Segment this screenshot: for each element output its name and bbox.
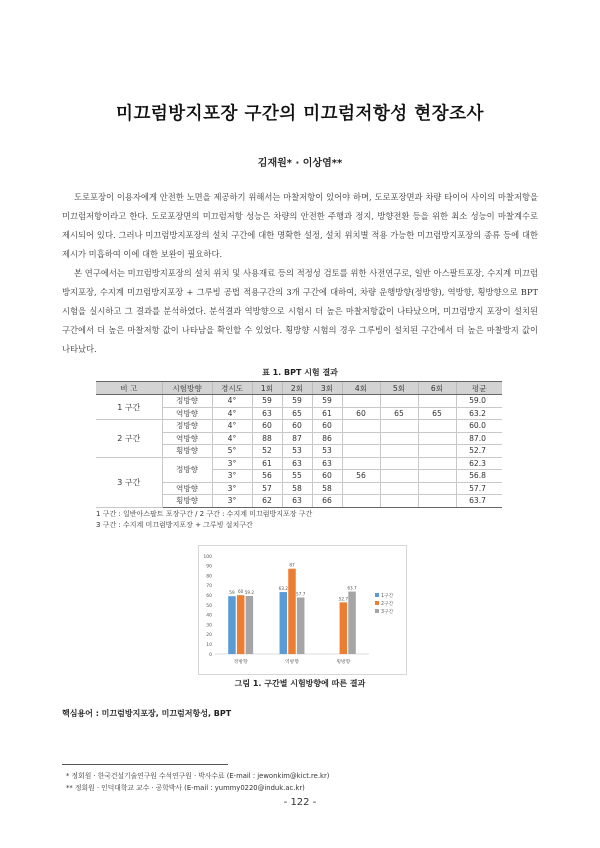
value-cell: [342, 420, 380, 433]
y-tick-label: 40: [206, 613, 212, 619]
average-cell: 60.0: [456, 420, 502, 433]
bar-1구간-정방향: [228, 596, 236, 654]
value-cell: 56: [342, 470, 380, 483]
value-cell: [342, 395, 380, 408]
value-cell: 61: [312, 407, 342, 420]
direction-cell: 정방향: [162, 395, 212, 408]
value-cell: 59: [282, 395, 312, 408]
value-cell: [380, 420, 418, 433]
table-row: [96, 395, 502, 408]
average-cell: 57.7: [456, 482, 502, 495]
value-cell: 52: [252, 445, 282, 458]
direction-cell: 정방향: [162, 457, 212, 482]
section-cell: 1 구간: [96, 395, 162, 420]
table-header-cell: 5회: [380, 382, 418, 395]
value-cell: 65: [418, 407, 456, 420]
direction-cell: 역방향: [162, 482, 212, 495]
average-cell: 63.7: [456, 495, 502, 508]
footnote-rule: [62, 764, 228, 765]
value-cell: 63: [282, 457, 312, 470]
slope-cell: 4°: [212, 407, 252, 420]
y-tick-label: 10: [206, 643, 212, 648]
value-cell: [380, 470, 418, 483]
bar-3구간-횡방향: [348, 592, 356, 654]
page-number: - 122 -: [283, 797, 317, 808]
value-cell: [418, 470, 456, 483]
value-cell: [418, 445, 456, 458]
table-header-cell: 1회: [252, 382, 282, 395]
value-cell: 87: [282, 432, 312, 445]
value-cell: [380, 482, 418, 495]
value-cell: 60: [312, 470, 342, 483]
table-header-cell: 6회: [418, 382, 456, 395]
bar-3구간-역방향: [297, 597, 305, 654]
table-header-cell: 비 고: [96, 382, 162, 395]
value-cell: 63: [282, 495, 312, 508]
bar-2구간-정방향: [237, 595, 245, 654]
table-notes: [96, 509, 312, 531]
y-tick-label: 60: [206, 594, 212, 599]
value-cell: 59: [312, 395, 342, 408]
value-cell: [342, 495, 380, 508]
value-cell: 63: [252, 407, 282, 420]
x-tick-label: 역방향: [285, 660, 299, 665]
value-cell: 55: [282, 470, 312, 483]
bpt-results-table: [96, 381, 502, 508]
value-cell: 58: [312, 482, 342, 495]
average-cell: 52.7: [456, 445, 502, 458]
section-cell: 3 구간: [96, 457, 162, 507]
footnotes: [66, 770, 329, 794]
table-row: [96, 420, 502, 433]
table-header-cell: 2회: [282, 382, 312, 395]
legend-swatch-1구간: [375, 593, 379, 597]
value-cell: 60: [252, 420, 282, 433]
value-cell: [380, 395, 418, 408]
legend-label: 3구간: [381, 609, 394, 615]
value-cell: 59: [252, 395, 282, 408]
data-label: 59.2: [244, 589, 255, 595]
direction-cell: 역방향: [162, 407, 212, 420]
legend-label: 2구간: [381, 601, 394, 607]
y-tick-label: 30: [206, 623, 212, 629]
value-cell: 60: [312, 420, 342, 433]
slope-cell: 3°: [212, 457, 252, 470]
bpt-bar-chart: [198, 545, 407, 675]
slope-cell: 4°: [212, 395, 252, 408]
bar-chart-svg: [199, 546, 406, 674]
value-cell: [418, 420, 456, 433]
slope-cell: 4°: [212, 432, 252, 445]
slope-cell: 3°: [212, 482, 252, 495]
footnote-1: * 정회원 · 한국건설기술연구원 수석연구원 · 박사수료 (E-mail : jewonkim@kict.re.kr): [66, 772, 330, 780]
value-cell: [418, 432, 456, 445]
average-cell: 62.3: [456, 457, 502, 470]
table-header-cell: 4회: [342, 382, 380, 395]
value-cell: 61: [252, 457, 282, 470]
average-cell: 63.2: [456, 407, 502, 420]
value-cell: [342, 457, 380, 470]
value-cell: 63: [312, 457, 342, 470]
table-header-cell: 3회: [312, 382, 342, 395]
value-cell: 57: [252, 482, 282, 495]
average-cell: 56.8: [456, 470, 502, 483]
slope-cell: 5°: [212, 445, 252, 458]
data-label: 63.7: [347, 585, 357, 591]
value-cell: [380, 445, 418, 458]
y-tick-label: 0: [209, 652, 212, 658]
x-tick-label: 횡방향: [336, 660, 351, 665]
table-note-1: 1 구간 : 일반아스팔트 포장구간 / 2 구간 : 수지계 미끄럼방지포장 구간: [96, 510, 313, 518]
value-cell: 65: [282, 407, 312, 420]
data-label: 87: [289, 562, 295, 568]
value-cell: [418, 495, 456, 508]
slope-cell: 3°: [212, 470, 252, 483]
data-label: 57.7: [296, 591, 306, 597]
average-cell: 87.0: [456, 432, 502, 445]
value-cell: [418, 457, 456, 470]
y-tick-label: 100: [203, 554, 212, 560]
abstract-paragraph-1: 도로포장이 이용자에게 안전한 노면을 제공하기 위해서는 마찰저항이 있어야 하며, 도로포장면과 차량 타이어 사이의 마찰저항을 미끄럼저항이라고 한다. 도로포장면의 미끄럼저항 성능은 차량의 안전한 주행과 정지, 방향전환 등을 위한 최소 성능이 마찰계수로 제시되어 있다. 그러나 미끄럼방지포장의 설치 구간에 대한 명확한 설정, 설치 위치별 적용 가능한 미끄럼방지포장의 종류 등에 대한 제시가 미흡하여 이에 대한 보완이 필요하다.: [62, 192, 538, 259]
value-cell: [380, 432, 418, 445]
bar-2구간-횡방향: [340, 602, 348, 654]
direction-cell: 정방향: [162, 420, 212, 433]
value-cell: 53: [312, 445, 342, 458]
value-cell: 56: [252, 470, 282, 483]
value-cell: 88: [252, 432, 282, 445]
bar-3구간-정방향: [246, 596, 254, 654]
table-row: [96, 457, 502, 470]
x-tick-label: 정방향: [233, 660, 248, 665]
table-header-cell: 경시도: [212, 382, 252, 395]
direction-cell: 횡방향: [162, 445, 212, 458]
value-cell: [380, 495, 418, 508]
slope-cell: 4°: [212, 420, 252, 433]
legend-swatch-3구간: [375, 609, 379, 613]
value-cell: 60: [282, 420, 312, 433]
legend-label: 1구간: [381, 593, 394, 599]
value-cell: 65: [380, 407, 418, 420]
value-cell: [418, 395, 456, 408]
abstract: [62, 188, 538, 359]
direction-cell: 역방향: [162, 432, 212, 445]
table-header-cell: 시험방향: [162, 382, 212, 395]
value-cell: 53: [282, 445, 312, 458]
paper-title: 미끄럼방지포장 구간의 미끄럼저항성 현장조사: [116, 104, 484, 124]
data-label: 63.2: [278, 586, 288, 592]
value-cell: [342, 432, 380, 445]
table-body: [96, 395, 502, 508]
data-label: 59: [229, 590, 235, 596]
table-note-2: 3 구간 : 수지계 미끄럼방지포장 + 그루빙 설치구간: [96, 521, 253, 529]
data-label: 52.7: [338, 596, 348, 602]
bar-1구간-역방향: [280, 592, 288, 654]
value-cell: [380, 457, 418, 470]
value-cell: 62: [252, 495, 282, 508]
y-tick-label: 80: [206, 574, 212, 580]
y-tick-label: 70: [206, 584, 212, 590]
data-label: 60: [237, 589, 244, 595]
value-cell: 86: [312, 432, 342, 445]
keywords: 핵심용어 : 미끄럼방지포장, 미끄럼저항성, BPT: [62, 709, 232, 718]
slope-cell: 3°: [212, 495, 252, 508]
abstract-paragraph-2: 본 연구에서는 미끄럼방지포장의 설치 위치 및 사용재료 등의 적정성 검토를 위한 사전연구로, 일반 아스팔트포장, 수지계 미끄럼방지포장, 수지계 미끄럼방지포장 + 그루빙 공법 적용구간의 3개 구간에 대하여, 차량 운행방향(정방향), 역방향, 횡방향으로 BPT 시험을 실시하고 그 결과를 분석하였다. 분석결과 역방향으로 시험시 더 높은 마찰저항값이 나타났으며, 미끄럼방지 포장이 설치된 구간에서 더 높은 마찰저항 값이 나타남을 확인할 수 있었다. 횡방향 시험의 경우 그루빙이 설치된 구간에서 더 높은 마찰방지 값이 나타났다.: [62, 268, 538, 354]
table-caption: 표 1. BPT 시험 결과: [262, 368, 338, 377]
bar-2구간-역방향: [288, 569, 296, 654]
table-header-cell: 평균: [456, 382, 502, 395]
value-cell: [342, 482, 380, 495]
authors: 김재원* · 이상염**: [257, 158, 343, 169]
direction-cell: 횡방향: [162, 495, 212, 508]
table-header-row: [96, 382, 502, 395]
footnote-2: ** 정회원 · 인덕대학교 교수 · 공학박사 (E-mail : yummy0220@induk.ac.kr): [66, 784, 305, 792]
legend-swatch-2구간: [375, 601, 379, 605]
y-tick-label: 90: [206, 564, 212, 570]
value-cell: 66: [312, 495, 342, 508]
value-cell: [418, 482, 456, 495]
y-tick-label: 50: [206, 603, 212, 609]
average-cell: 59.0: [456, 395, 502, 408]
value-cell: 60: [342, 407, 380, 420]
value-cell: 58: [282, 482, 312, 495]
section-cell: 2 구간: [96, 420, 162, 458]
figure-caption: 그림 1. 구간별 시험방향에 따른 결과: [234, 679, 366, 688]
value-cell: [342, 445, 380, 458]
y-tick-label: 20: [206, 633, 212, 639]
